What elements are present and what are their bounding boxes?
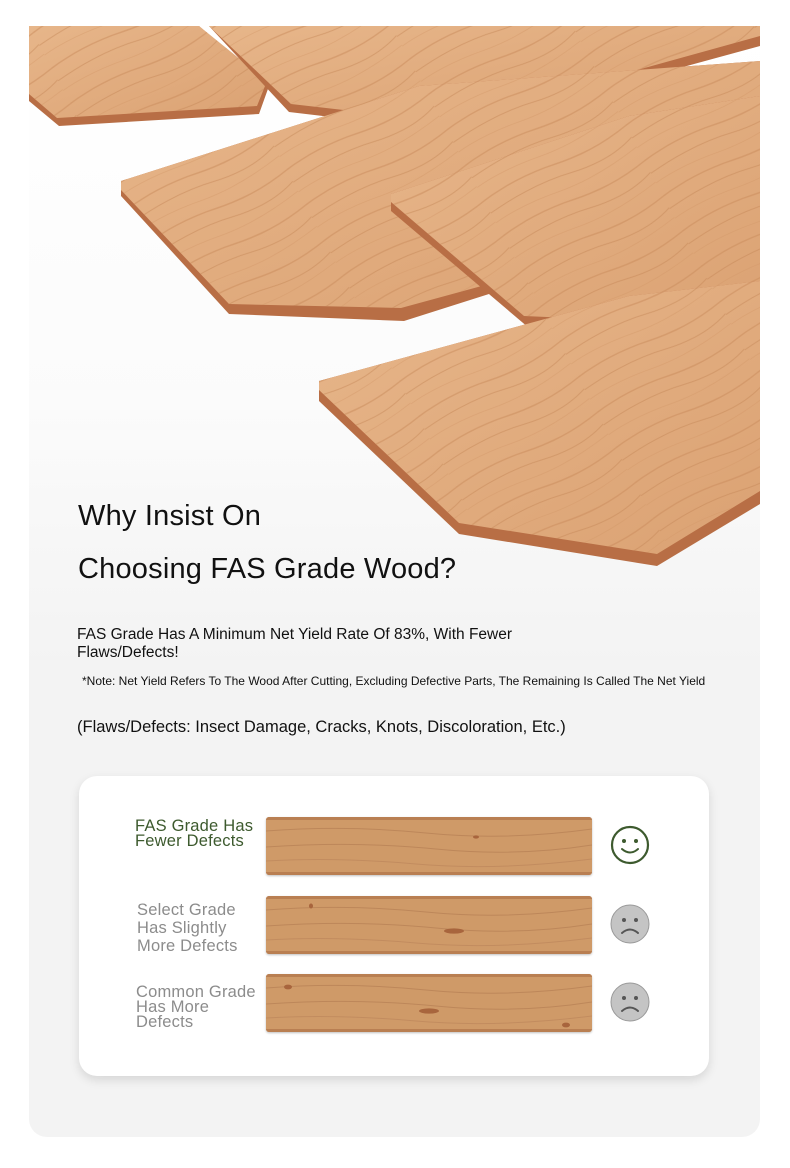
- wood-board-common: [266, 974, 592, 1032]
- yield-description: FAS Grade Has A Minimum Net Yield Rate Of 83%, With Fewer Flaws/Defects!: [77, 626, 513, 661]
- knot-icon: [444, 928, 464, 933]
- net-yield-note: *Note: Net Yield Refers To The Wood After Cutting, Excluding Defective Parts, The Remaining Is Called The Net Yield: [82, 674, 706, 688]
- knot-icon: [284, 985, 292, 990]
- grade-label-fas: FAS Grade Has Fewer Defects: [135, 817, 254, 850]
- knot-icon: [562, 1023, 570, 1028]
- wood-board-fas: [266, 817, 592, 875]
- knot-icon: [309, 904, 313, 909]
- grade-row-fas: [79, 817, 709, 877]
- knot-icon: [419, 1008, 439, 1013]
- knot-icon: [473, 835, 479, 838]
- content-panel: [29, 26, 760, 1137]
- frowning-face-icon: [610, 982, 650, 1022]
- frowning-face-icon: [610, 904, 650, 944]
- grade-row-select: [79, 896, 709, 956]
- smiley-face-icon: [610, 825, 650, 865]
- grade-label-select: Select Grade Has Slightly More Defects: [137, 901, 238, 955]
- grade-row-common: [79, 974, 709, 1034]
- heading-line-1: Why Insist On: [78, 500, 262, 532]
- grade-comparison-card: [79, 776, 709, 1076]
- grade-label-common: Common Grade Has More Defects: [136, 983, 256, 1031]
- wood-board-select: [266, 896, 592, 954]
- flaws-definition: (Flaws/Defects: Insect Damage, Cracks, Knots, Discoloration, Etc.): [77, 718, 566, 736]
- heading-line-2: Choosing FAS Grade Wood?: [78, 553, 457, 585]
